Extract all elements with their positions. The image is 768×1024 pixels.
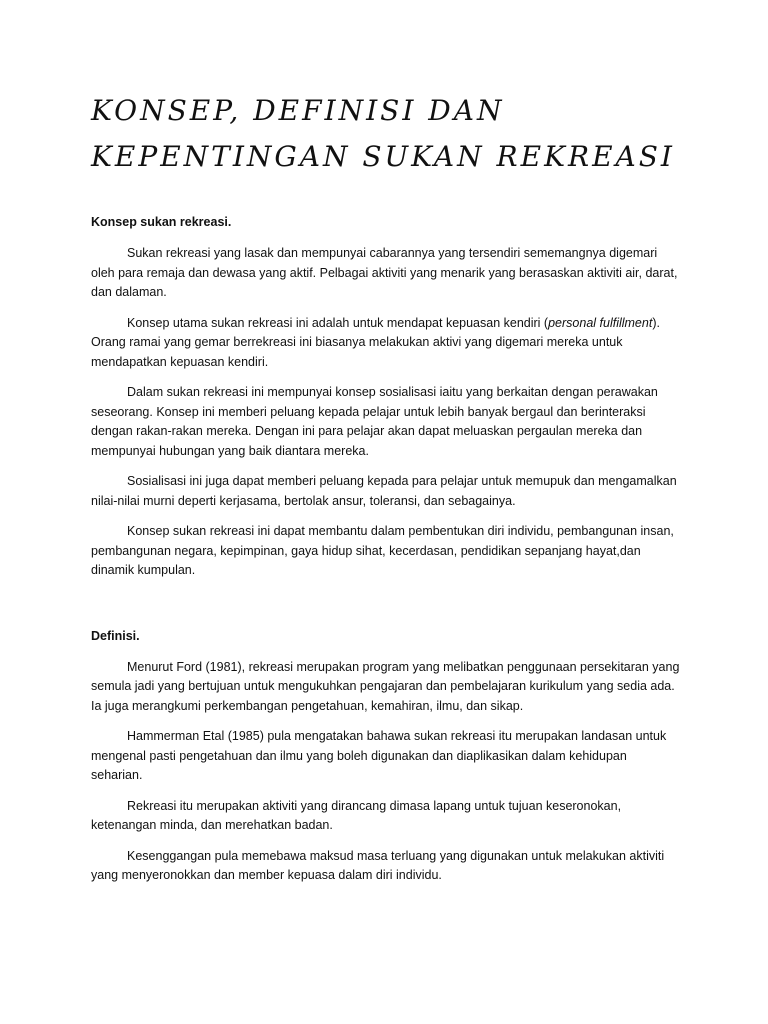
section-spacer (91, 592, 681, 626)
paragraph: Sosialisasi ini juga dapat memberi peluang kepada para pelajar untuk memupuk dan mengamalkan nilai-nilai murni deperti kerjasama, bertolak ansur, toleransi, dan sebagainya. (91, 474, 677, 508)
italic-term: personal fulfillment (548, 315, 653, 330)
paragraph: Hammerman Etal (1985) pula mengatakan bahawa sukan rekreasi itu merupakan landasan untuk mengenal pasti pengetahuan dan ilmu yang boleh digunakan dan diaplikasikan dalam kehidupan seharian. (91, 729, 667, 782)
document-title: KONSEP, DEFINISI DAN KEPENTINGAN SUKAN REKREASI (91, 94, 675, 173)
document-body (91, 212, 681, 897)
paragraph: Kesenggangan pula memebawa maksud masa terluang yang digunakan untuk melakukan aktiviti yang menyeronokkan dan member kepuasa dalam diri individu. (91, 848, 665, 882)
paragraph: Konsep sukan rekreasi ini dapat membantu dalam pembentukan diri individu, pembangunan insan, pembangunan negara, kepimpinan, gaya hidup sihat, kecerdasan, pendidikan sepanjang hayat,dan dinamik kumpulan. (91, 524, 674, 577)
paragraph-personal-fulfillment (91, 314, 681, 373)
paragraph: Sukan rekreasi yang lasak dan mempunyai cabarannya yang tersendiri sememangnya digemari oleh para remaja dan dewasa yang aktif. Pelbagai aktiviti yang menarik yang berasaskan aktiviti air, darat, dan dalaman. (91, 246, 678, 299)
paragraph-text: Konsep utama sukan rekreasi ini adalah untuk mendapat kepuasan kendiri ( (127, 315, 549, 330)
paragraph-text: ). Orang ramai yang gemar berrekreasi ini biasanya melakukan aktivi yang digemari mereka untuk mendapatkan kepuasan kendiri. (91, 315, 660, 369)
paragraph: Menurut Ford (1981), rekreasi merupakan program yang melibatkan penggunaan persekitaran yang semula jadi yang bertujuan untuk mengukuhkan pengajaran dan pembelajaran kurikulum yang sedia ada. Ia juga merangkumi perkembangan pengetahuan, kemahiran, ilmu, dan sikap. (91, 659, 680, 713)
section-heading-definisi: Definisi. (91, 628, 140, 643)
paragraph: Dalam sukan rekreasi ini mempunyai konsep sosialisasi iaitu yang berkaitan dengan perawakan seseorang. Konsep ini memberi peluang kepada pelajar untuk lebih banyak bergaul dan berinteraksi dengan rakan-rakan mereka. Dengan ini para pelajar akan dapat meluaskan pergaulan mereka dan mempunyai hubungan yang baik diantara mereka. (91, 385, 658, 458)
section-heading-konsep: Konsep sukan rekreasi. (91, 215, 232, 229)
paragraph: Rekreasi itu merupakan aktiviti yang dirancang dimasa lapang untuk tujuan keseronokan, ketenangan minda, dan merehatkan badan. (91, 798, 622, 832)
